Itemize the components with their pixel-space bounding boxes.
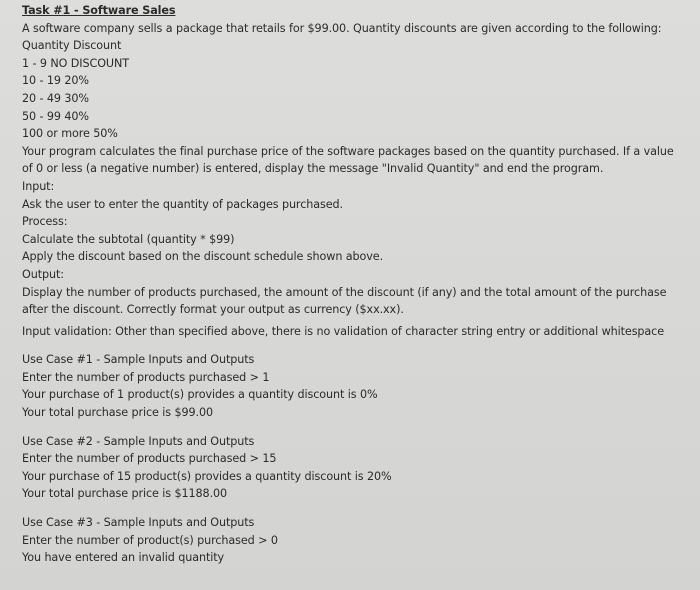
use-case-line: Your total purchase price is $1188.00 <box>22 487 228 501</box>
discount-table-header: Quantity Discount <box>22 39 122 53</box>
use-case-line: Enter the number of product(s) purchased > 0 <box>22 533 278 547</box>
input-text: Ask the user to enter the quantity of packages purchased. <box>22 197 343 211</box>
discount-tier: 10 - 19 20% <box>22 74 89 88</box>
output-label: Output: <box>22 267 64 281</box>
process-step: Apply the discount based on the discount schedule shown above. <box>22 250 384 264</box>
use-case-line: Enter the number of products purchased > 15 <box>22 452 277 466</box>
discount-tier: 50 - 99 40% <box>22 109 89 123</box>
task-document <box>22 2 692 567</box>
task-title: Task #1 - Software Sales <box>22 4 176 17</box>
output-text: Display the number of products purchased, the amount of the discount (if any) and the total amount of the purchase <box>22 285 667 299</box>
use-case-1 <box>22 351 692 421</box>
process-label: Process: <box>22 215 68 229</box>
output-text: after the discount. Correctly format your output as currency ($xx.xx). <box>22 303 404 317</box>
program-description: Your program calculates the final purchase price of the software packages based on the quantity purchased. If a value <box>22 144 674 158</box>
task-intro: A software company sells a package that retails for $99.00. Quantity discounts are given according to the following: <box>22 21 662 35</box>
discount-tier: 100 or more 50% <box>22 127 118 141</box>
program-description: of 0 or less (a negative number) is entered, display the message "Invalid Quantity" and end the program. <box>22 162 604 176</box>
process-step: Calculate the subtotal (quantity * $99) <box>22 232 235 246</box>
discount-tiers <box>22 55 692 143</box>
discount-tier: 20 - 49 30% <box>22 91 89 105</box>
use-case-title: Use Case #3 - Sample Inputs and Outputs <box>22 516 255 530</box>
discount-tier: 1 - 9 NO DISCOUNT <box>22 56 129 70</box>
use-case-line: You have entered an invalid quantity <box>22 551 225 565</box>
use-case-title: Use Case #1 - Sample Inputs and Outputs <box>22 353 255 367</box>
input-validation-note: Input validation: Other than specified above, there is no validation of character string entry or additional whitespace <box>22 324 665 338</box>
use-case-2 <box>22 433 692 503</box>
input-label: Input: <box>22 179 55 193</box>
use-case-3 <box>22 514 692 567</box>
use-case-title: Use Case #2 - Sample Inputs and Outputs <box>22 434 255 448</box>
use-case-line: Your total purchase price is $99.00 <box>22 406 214 420</box>
use-case-line: Your purchase of 1 product(s) provides a quantity discount is 0% <box>22 388 378 402</box>
use-case-line: Your purchase of 15 product(s) provides a quantity discount is 20% <box>22 469 392 483</box>
use-case-line: Enter the number of products purchased > 1 <box>22 370 270 384</box>
